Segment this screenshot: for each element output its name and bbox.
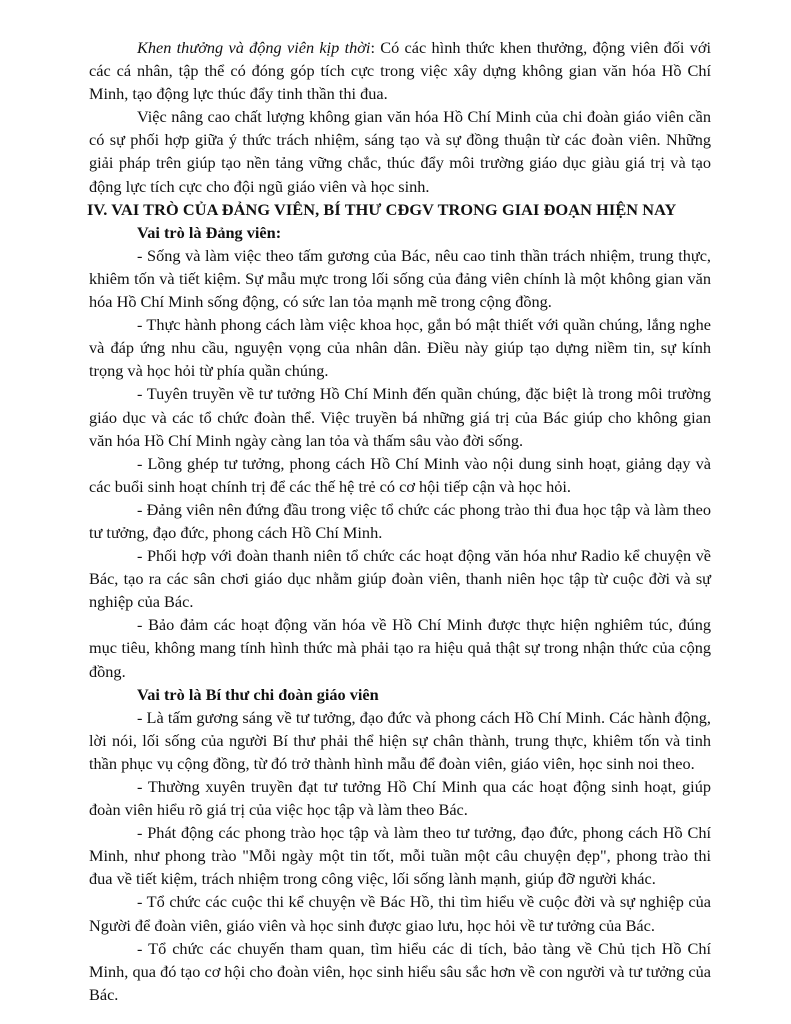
party-member-item: - Lồng ghép tư tưởng, phong cách Hồ Chí Minh vào nội dung sinh hoạt, giảng dạy và các buổi sinh hoạt chính trị để các thế hệ trẻ có cơ hội tiếp cận và học hỏi. <box>89 453 711 496</box>
paragraph-reward <box>89 36 711 105</box>
party-member-item: - Phối hợp với đoàn thanh niên tổ chức các hoạt động văn hóa như Radio kể chuyện về Bác, tạo ra các sân chơi giáo dục nhằm giúp đoàn viên, thanh niên học tập từ cuộc đời và sự nghiệp của Bác. <box>89 546 711 612</box>
party-member-item: - Sống và làm việc theo tấm gương của Bác, nêu cao tinh thần trách nhiệm, trung thực, khiêm tốn và tiết kiệm. Sự mẫu mực trong lối sống của đảng viên chính là một không gian văn hóa Hồ Chí Minh sống động, có sức lan tỏa mạnh mẽ trong cộng đồng. <box>89 245 711 312</box>
party-member-item: - Đảng viên nên đứng đầu trong việc tổ chức các phong trào thi đua học tập và làm theo tư tưởng, đạo đức, phong cách Hồ Chí Minh. <box>89 499 711 542</box>
party-member-item: - Thực hành phong cách làm việc khoa học, gắn bó mật thiết với quần chúng, lắng nghe và đáp ứng nhu cầu, nguyện vọng của nhân dân. Điều này giúp tạo dựng niềm tin, sự kính trọng và học hỏi từ phía quần chúng. <box>89 315 711 381</box>
section-heading: IV. VAI TRÒ CỦA ĐẢNG VIÊN, BÍ THƯ CĐGV TRONG GIAI ĐOẠN HIỆN NAY <box>87 199 677 219</box>
party-member-item: - Bảo đảm các hoạt động văn hóa về Hồ Chí Minh được thực hiện nghiêm túc, đúng mục tiêu, không mang tính hình thức mà phải tạo ra hiệu quả thật sự trong nhận thức của cộng đồng. <box>89 615 711 681</box>
secretary-item: - Thường xuyên truyền đạt tư tưởng Hồ Chí Minh qua các hoạt động sinh hoạt, giúp đoàn viên hiểu rõ giá trị của việc học tập và làm theo Bác. <box>89 777 711 820</box>
secretary-item: - Là tấm gương sáng về tư tưởng, đạo đức và phong cách Hồ Chí Minh. Các hành động, lời nói, lối sống của người Bí thư phải thể hiện sự chân thành, trung thực, khiêm tốn và tinh thần phục vụ cộng đồng, từ đó trở thành hình mẫu để đoàn viên, giáo viên, học sinh noi theo. <box>89 707 711 773</box>
document-page <box>89 36 711 1006</box>
secretary-item: - Tổ chức các chuyến tham quan, tìm hiểu các di tích, bảo tàng về Chủ tịch Hồ Chí Minh, qua đó tạo cơ hội cho đoàn viên, học sinh hiểu sâu sắc hơn về con người và tư tưởng của Bác. <box>89 938 711 1004</box>
party-member-title: Vai trò là Đảng viên: <box>137 222 282 242</box>
secretary-title: Vai trò là Bí thư chi đoàn giáo viên <box>137 684 379 704</box>
paragraph-reward-lead: Khen thưởng và động viên kịp thời <box>137 38 371 57</box>
paragraph-reward-text: : Có các hình thức khen thưởng, động viên đối với các cá nhân, tập thể có đóng góp tích cực trong việc xây dựng không gian văn hóa Hồ Chí Minh, tạo động lực thúc đẩy tinh thần thi đua. <box>89 38 711 104</box>
secretary-item: - Tổ chức các cuộc thi kể chuyện về Bác Hồ, thi tìm hiểu về cuộc đời và sự nghiệp của Người để đoàn viên, giáo viên và học sinh được giao lưu, học hỏi về tư tưởng của Bác. <box>89 892 711 935</box>
secretary-item: - Phát động các phong trào học tập và làm theo tư tưởng, đạo đức, phong cách Hồ Chí Minh, như phong trào "Mỗi ngày một tin tốt, mỗi tuần một câu chuyện đẹp", phong trào thi đua về tiết kiệm, trách nhiệm trong công việc, lối sống lành mạnh, giúp đỡ người khác. <box>89 823 711 889</box>
paragraph-conclusion: Việc nâng cao chất lượng không gian văn hóa Hồ Chí Minh của chi đoàn giáo viên cần có sự phối hợp giữa ý thức trách nhiệm, sáng tạo và sự đồng thuận từ các đoàn viên. Những giải pháp trên giúp tạo nền tảng vững chắc, thúc đẩy môi trường giáo dục giàu giá trị và tạo động lực tích cực cho đội ngũ giáo viên và học sinh. <box>89 107 711 196</box>
party-member-item: - Tuyên truyền về tư tưởng Hồ Chí Minh đến quần chúng, đặc biệt là trong môi trường giáo dục và các tổ chức đoàn thể. Việc truyền bá những giá trị của Bác giúp cho không gian văn hóa Hồ Chí Minh ngày càng lan tỏa và thấm sâu vào đời sống. <box>89 384 711 450</box>
